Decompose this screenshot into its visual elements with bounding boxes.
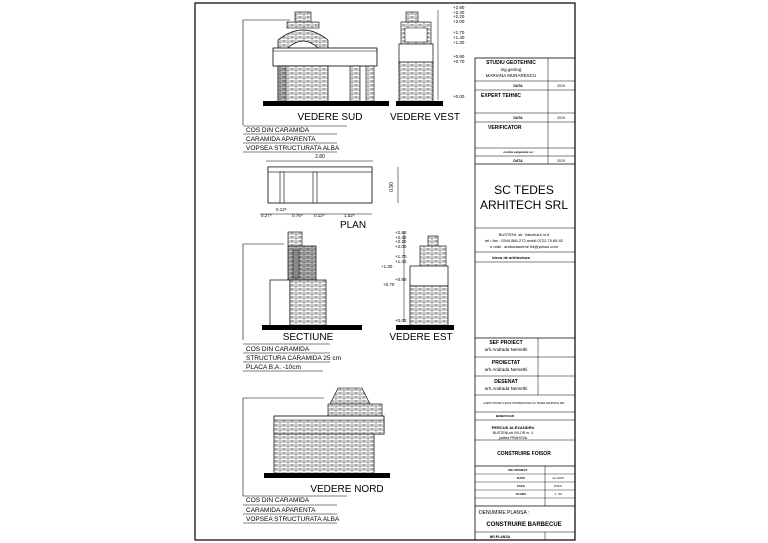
data-value: iun.2015 — [552, 476, 564, 480]
note-sud-3: VOPSEA STRUCTURATA ALBA — [246, 145, 340, 152]
vest-level-6: +1.30 — [453, 40, 465, 45]
denumire-value: CONSTRUIRE BARBECUE — [486, 522, 562, 528]
note-sectiune-1: COS DIN CARAMIDA — [246, 346, 310, 353]
plan-part-4: 1.52⁵ — [344, 213, 355, 218]
plan-part-2: 0.75⁵ — [292, 213, 303, 218]
vedere-vest-view — [390, 5, 465, 123]
verificator-label: VERIFICATOR — [488, 125, 522, 131]
plan-part-3: 0.12⁵ — [314, 213, 325, 218]
vest-level-9: +0.00 — [453, 94, 465, 99]
data-label-2: DATA — [513, 116, 523, 120]
client-name: PERCUS ALEXANDRU — [491, 425, 535, 430]
note-nord-3: VOPSEA STRUCTURATA ALBA — [246, 516, 340, 523]
vedere-nord-view — [243, 388, 390, 523]
vedere-sud-title: VEDERE SUD — [297, 112, 363, 123]
data-label-3: DATA — [513, 159, 523, 163]
address-line-1: BUSTENI, str. Valcelului nr.8 — [498, 232, 550, 237]
plan-view — [260, 154, 398, 231]
proiectat-label: PROIECTAT — [491, 360, 521, 366]
scara-value: 1 : 50 — [554, 492, 562, 496]
est-level-1: +2.40 — [395, 235, 407, 240]
studiu-person-1: ing.geolog — [500, 67, 522, 72]
office-type: birou de arhitectura — [492, 255, 530, 260]
note-nord-1: COS DIN CARAMIDA — [246, 497, 310, 504]
sef-proiect-name: arh.Andrada Nemethi — [484, 347, 528, 352]
vedere-est-view — [381, 230, 454, 343]
studiu-person-2: MARIANA MURARESCU — [485, 73, 537, 78]
note-sud-2: CARAMIDA APARENTA — [246, 136, 316, 143]
vedere-vest-title: VEDERE VEST — [389, 112, 461, 123]
vedere-nord-title: VEDERE NORD — [310, 484, 384, 495]
plan-title: PLAN — [339, 220, 367, 231]
legal-notice: ACEST PROIECT ESTE PROPRIETATEA SC TEDES ARHITECH SRL — [483, 402, 565, 405]
cerinte-label: cerinte exigentele se : — [503, 150, 535, 154]
est-level-4: +1.70 — [395, 254, 407, 259]
plan-part-0: 0.27⁵ — [261, 213, 272, 218]
year-1: 2015 — [557, 84, 565, 88]
desenat-label: DESENAT — [494, 379, 518, 385]
beneficiar-label: BENEFICIAR — [495, 414, 515, 418]
est-level-0: +2.80 — [395, 230, 407, 235]
scara-label: SCARA — [515, 492, 527, 496]
faza-label: FAZA — [517, 484, 525, 488]
plan-depth-dim: 0.90 — [389, 182, 395, 192]
est-level-6: +1.30 — [381, 264, 393, 269]
note-sectiune-3: PLACA B.A. -10cm — [246, 364, 301, 371]
client-address-2: judetul PRAHOVA — [498, 436, 528, 440]
sectiune-title: SECTIUNE — [282, 332, 334, 343]
nr-proiect-label: NR. PROIECT — [508, 468, 528, 472]
address-line-3: e-mail : andradaneme thi@yahoo.com — [490, 244, 558, 249]
note-sud-1: COS DIN CARAMIDA — [246, 127, 310, 134]
est-level-2: +2.20 — [395, 239, 407, 244]
address-line-2: tel / fax : 0344.880.272,mobil 0722.75.68.92 — [484, 238, 564, 243]
nr-plansa-label: NR.PLANSA — [489, 535, 511, 539]
plan-part-1: 0.12⁵ — [276, 207, 287, 212]
year-3: 2015 — [557, 159, 565, 163]
project-name: CONSTRUIRE FOISOR — [497, 451, 551, 457]
proiectat-name: arh.Andrada Nemethi — [484, 367, 528, 372]
company-name-line-1: SC TEDES — [494, 183, 554, 197]
est-level-3: +2.00 — [395, 244, 407, 249]
est-level-7: +0.90 — [395, 277, 407, 282]
sectiune-view — [243, 232, 362, 371]
est-level-5: +1.40 — [395, 259, 407, 264]
desenat-name: arh.Andrada Nemethi — [484, 386, 528, 391]
vest-level-0: +2.80 — [453, 5, 465, 10]
est-level-8: +0.70 — [383, 282, 395, 287]
studiu-label: STUDIU GEOTEHNIC — [486, 60, 536, 66]
est-level-9: +0.00 — [395, 318, 407, 323]
sef-proiect-label: SEF PROIECT — [489, 340, 523, 346]
vest-level-2: +2.20 — [453, 14, 465, 19]
vest-level-7: +0.90 — [453, 54, 465, 59]
year-2: 2015 — [557, 116, 565, 120]
note-sectiune-2: STRUCTURA CARAMIDA 25 cm — [246, 355, 341, 362]
denumire-label: DENUMIRE PLANSA : — [479, 510, 530, 516]
vest-level-1: +2.40 — [453, 10, 465, 15]
title-block-text — [479, 60, 568, 539]
note-nord-2: CARAMIDA APARENTA — [246, 507, 316, 514]
vedere-est-title: VEDERE EST — [389, 332, 453, 343]
company-name-line-2: ARHITECH SRL — [479, 198, 569, 212]
vest-level-3: +2.00 — [453, 19, 465, 24]
vedere-sud-view — [243, 12, 389, 152]
expert-label: EXPERT TEHNIC — [481, 93, 522, 99]
vest-level-5: +1.40 — [453, 35, 465, 40]
vest-level-4: +1.70 — [453, 30, 465, 35]
plan-total-dim: 2.80 — [315, 154, 325, 160]
data-label-1: DATA — [513, 84, 523, 88]
vest-level-8: +0.70 — [453, 59, 465, 64]
client-address-1: BUSTENI,str.VIILOR nr. 4 — [492, 431, 534, 435]
faza-value: DTAC — [554, 484, 562, 488]
data-label-4: DATA — [517, 476, 525, 480]
